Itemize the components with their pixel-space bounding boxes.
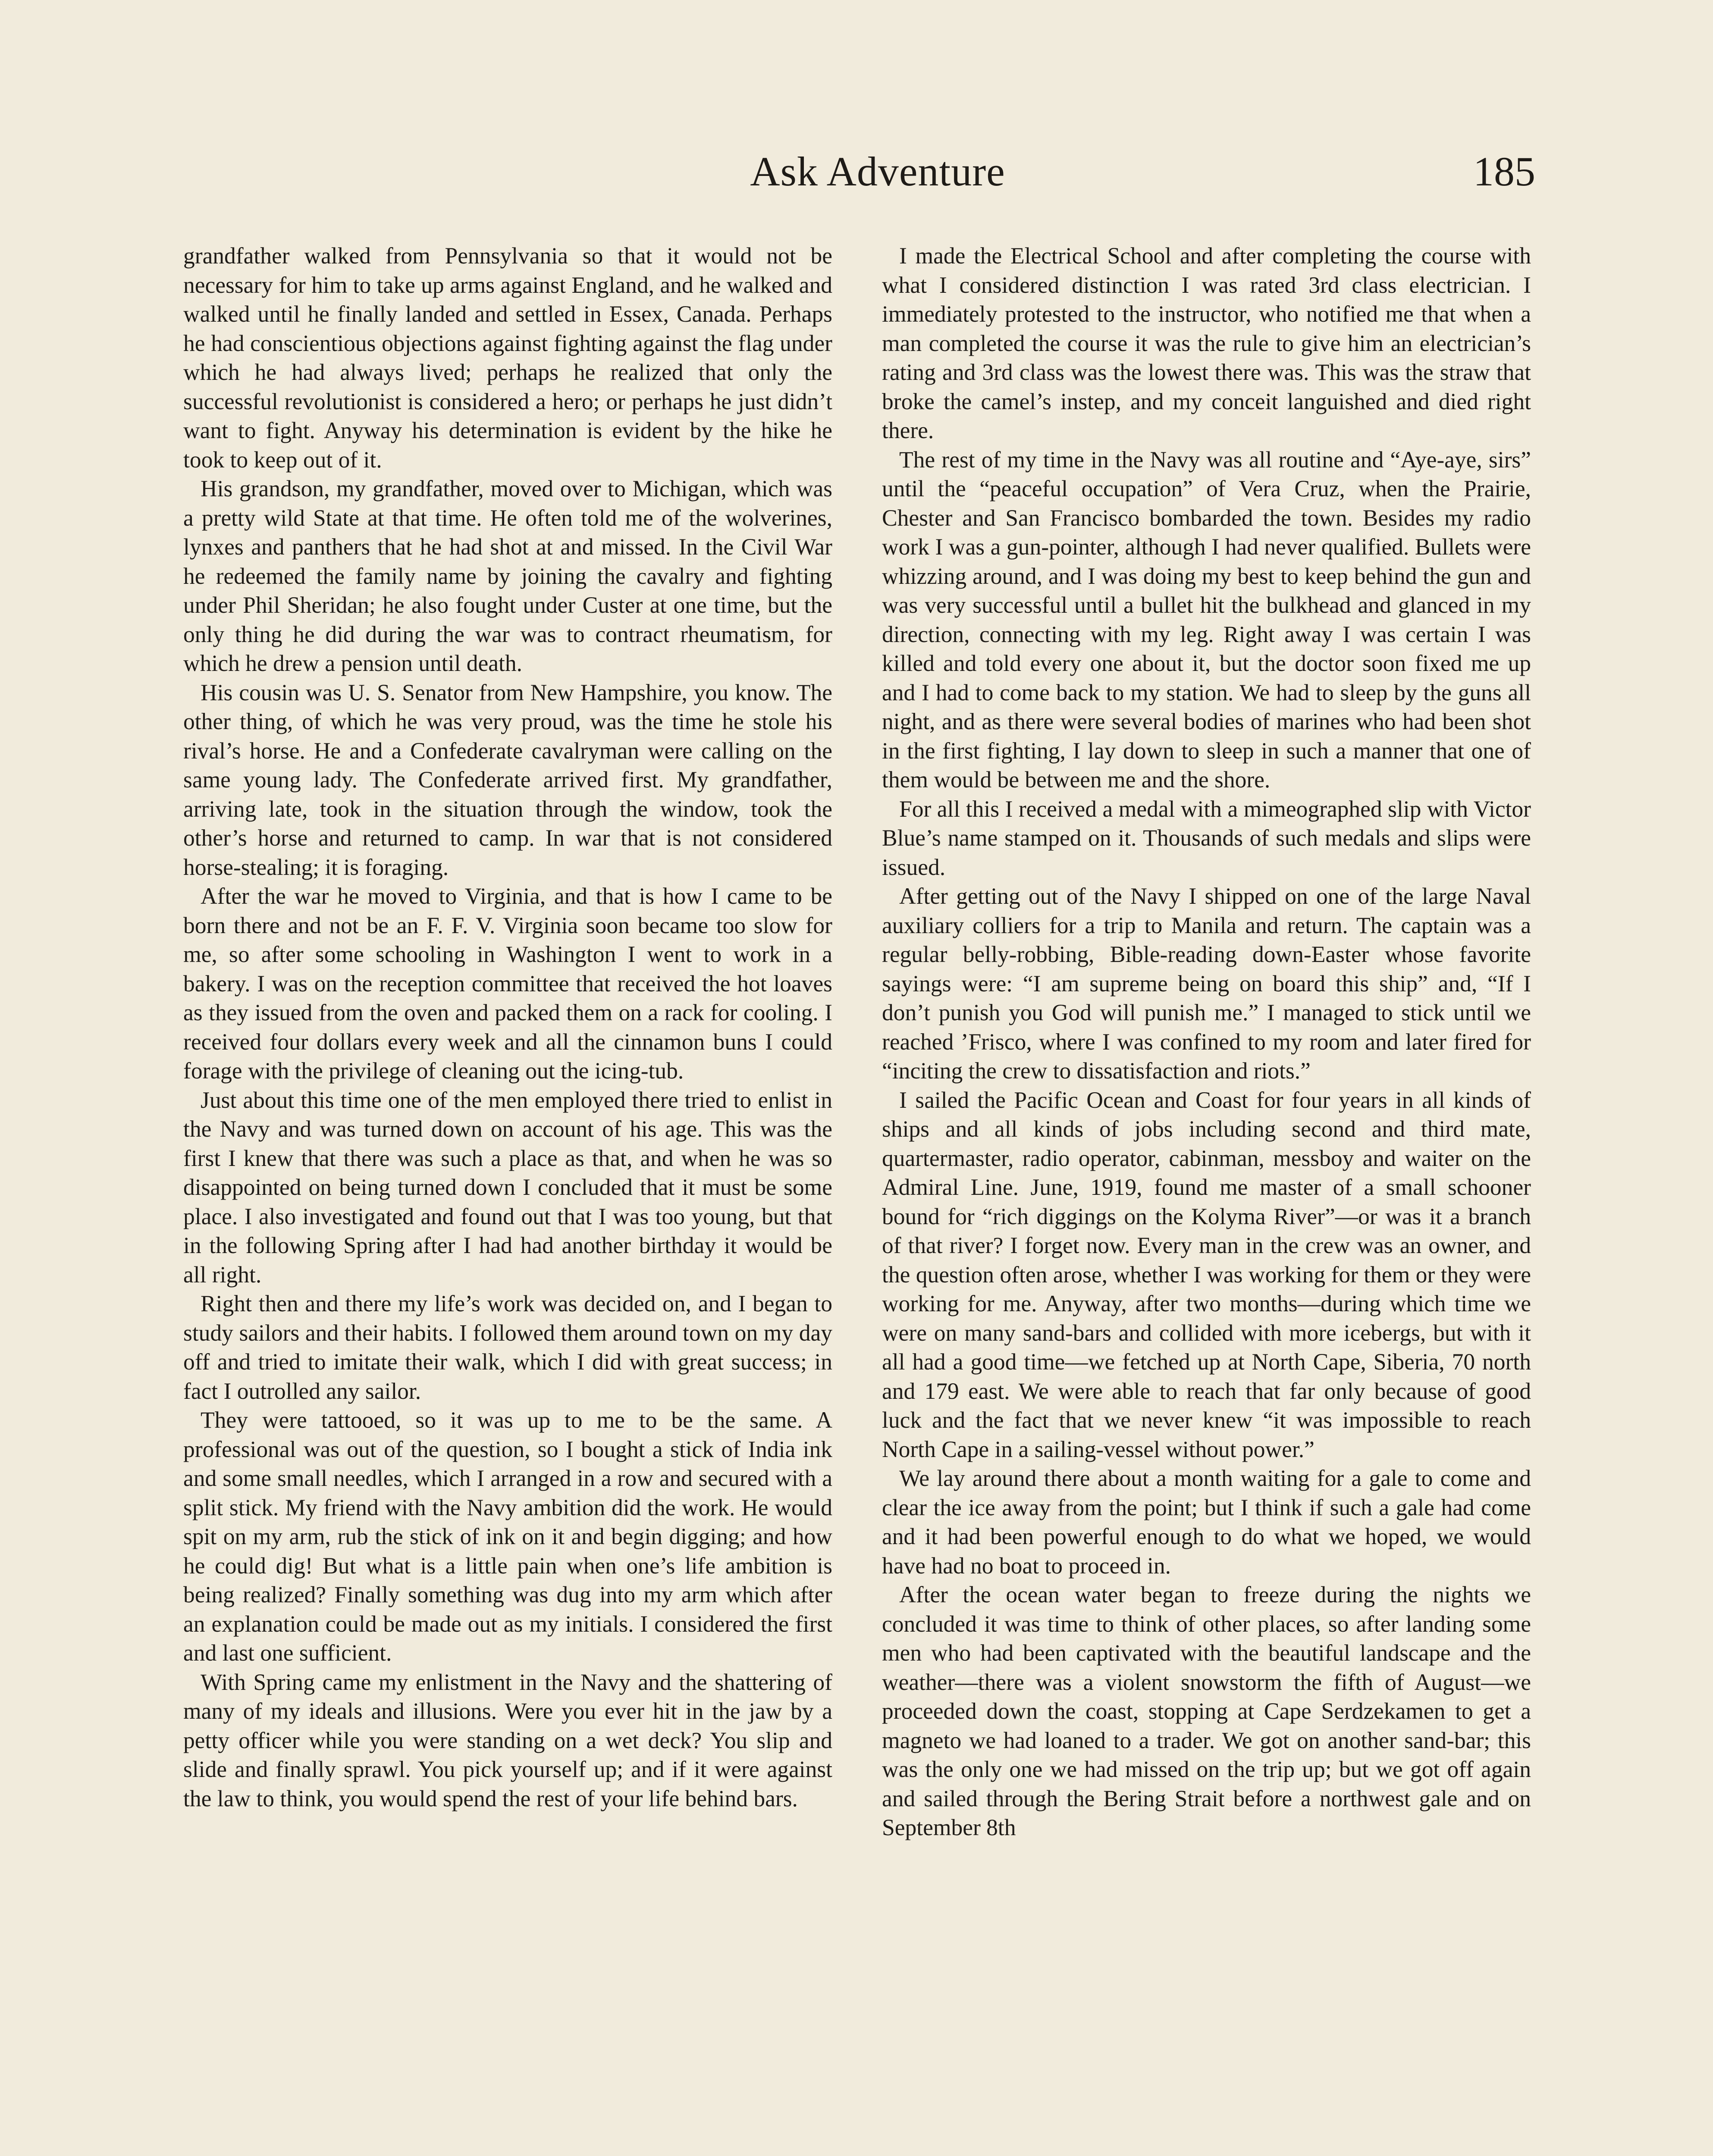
paragraph: With Spring came my enlistment in the Navy and the shattering of many of my ideals and illusions. Were you ever hit in the jaw by a petty officer while you were standing on a wet deck? You slip and slide and finally sprawl. You pick yourself up; and if it were against the law to think, you would spend the rest of your life behind bars.	[183, 1669, 832, 1811]
right-column	[882, 241, 1531, 2156]
paragraph: His grandson, my grandfather, moved over to Michigan, which was a pretty wild State at that time. He often told me of the wolverines, lynxes and panthers that he had shot at and missed. In the Civil War he redeemed the family name by joining the cavalry and fighting under Phil Sheridan; he also fought under Custer at one time, but the only thing he did during the war was to contract rheumatism, for which he drew a pension until death.	[183, 476, 832, 676]
paragraph: I made the Electrical School and after completing the course with what I considered distinction I was rated 3rd class electrician. I immediately protested to the instructor, who notified me that when a man completed the course it was the rule to give him an electrician’s rating and 3rd class was the lowest there was. This was the straw that broke the camel’s instep, and my conceit languished and died right there.	[882, 243, 1531, 443]
paragraph: I sailed the Pacific Ocean and Coast for four years in all kinds of ships and all kinds of jobs including second and third mate, quartermaster, radio operator, cabinman, messboy and waiter on the Admiral Line. June, 1919, found me master of a small schooner bound for “rich diggings on the Kolyma River”—or was it a branch of that river? I forget now. Every man in the crew was an owner, and the question often arose, whether I was working for them or they were working for me. Anyway, after two months—during which time we were on many sand-bars and collided with more icebergs, but with it all had a good time—we fetched up at North Cape, Siberia, 70 north and 179 east. We were able to reach that far only because of good luck and the fact that we never knew “it was impossible to reach North Cape in a sailing-vessel without power.”	[882, 1087, 1531, 1462]
page-number: 185	[1473, 148, 1535, 194]
paragraph: After the ocean water began to freeze during the nights we concluded it was time to think of other places, so after landing some men who had been captivated with the beautiful landscape and the weather—there was a violent snowstorm the fifth of August—we proceeded down the coast, stopping at Cape Serdzekamen to get a magneto we had loaned to a trader. We got on another sand-bar; this was the only one we had missed on the trip up; but we got off again and sailed through the Bering Strait before a northwest gale and on September 8th	[882, 1582, 1531, 1840]
paragraph: After getting out of the Navy I shipped on one of the large Naval auxiliary colliers for a trip to Manila and return. The captain was a regular belly-robbing, Bible-reading down-Easter whose favorite sayings were: “I am supreme being on board this ship” and, “If I don’t punish you God will punish me.” I managed to stick until we reached ’Frisco, where I was confined to my room and later fired for “inciting the crew to dissatisfaction and riots.”	[882, 883, 1531, 1084]
left-column	[183, 241, 832, 2156]
paragraph: The rest of my time in the Navy was all routine and “Aye-aye, sirs” until the “peaceful occupation” of Vera Cruz, when the Prairie, Chester and San Francisco bombarded the town. Besides my radio work I was a gun-pointer, although I had never qualified. Bullets were whizzing around, and I was doing my best to keep behind the gun and was very successful until a bullet hit the bulkhead and glanced in my direction, connecting with my leg. Right away I was certain I was killed and told every one about it, but the doctor soon fixed me up and I had to come back to my station. We had to sleep by the guns all night, and as there were several bodies of marines who had been shot in the first fighting, I lay down to sleep in such a manner that one of them would be between me and the shore.	[882, 446, 1531, 793]
paragraph: We lay around there about a month waiting for a gale to come and clear the ice away from the point; but I think if such a gale had come and it had been powerful enough to do what we hoped, we would have had no boat to proceed in.	[882, 1465, 1531, 1579]
paragraph: They were tattooed, so it was up to me to be the same. A professional was out of the question, so I bought a stick of India ink and some small needles, which I arranged in a row and secured with a split stick. My friend with the Navy ambition did the work. He would spit on my arm, rub the stick of ink on it and begin digging; and how he could dig! But what is a little pain when one’s life ambition is being realized? Finally something was dug into my arm which after an explanation could be made out as my initials. I considered the first and last one sufficient.	[183, 1407, 832, 1666]
paragraph: grandfather walked from Pennsylvania so that it would not be necessary for him to take up arms against England, and he walked and walked until he finally landed and settled in Essex, Canada. Perhaps he had conscientious objections against fighting against the flag under which he had always lived; perhaps he realized that only the successful revolutionist is considered a hero; or perhaps he just didn’t want to fight. Anyway his determination is evident by the hike he took to keep out of it.	[183, 243, 832, 473]
paragraph: After the war he moved to Virginia, and that is how I came to be born there and not be an F. F. V. Virginia soon became too slow for me, so after some schooling in Washington I went to work in a bakery. I was on the reception committee that received the hot loaves as they issued from the oven and packed them on a rack for cooling. I received four dollars every week and all the cinnamon buns I could forage with the privilege of cleaning out the icing-tub.	[183, 883, 832, 1084]
paragraph: Just about this time one of the men employed there tried to enlist in the Navy and was turned down on account of his age. This was the first I knew that there was such a place as that, and when he was so disappointed on being turned down I concluded that it must be some place. I also investigated and found out that I was too young, but that in the following Spring after I had had another birthday it would be all right.	[183, 1087, 832, 1288]
paragraph: His cousin was U. S. Senator from New Hampshire, you know. The other thing, of which he was very proud, was the time he stole his rival’s horse. He and a Confederate cavalryman were calling on the same young lady. The Confederate arrived first. My grandfather, arriving late, took in the situation through the window, took the other’s horse and returned to camp. In war that is not considered horse-stealing; it is foraging.	[183, 679, 832, 880]
paragraph: For all this I received a medal with a mimeographed slip with Victor Blue’s name stamped on it. Thousands of such medals and slips were issued.	[882, 796, 1531, 880]
paragraph: Right then and there my life’s work was decided on, and I began to study sailors and their habits. I followed them around town on my day off and tried to imitate their walk, which I did with great success; in fact I outrolled any sailor.	[183, 1291, 832, 1404]
running-head-title: Ask Adventure	[750, 148, 1005, 194]
